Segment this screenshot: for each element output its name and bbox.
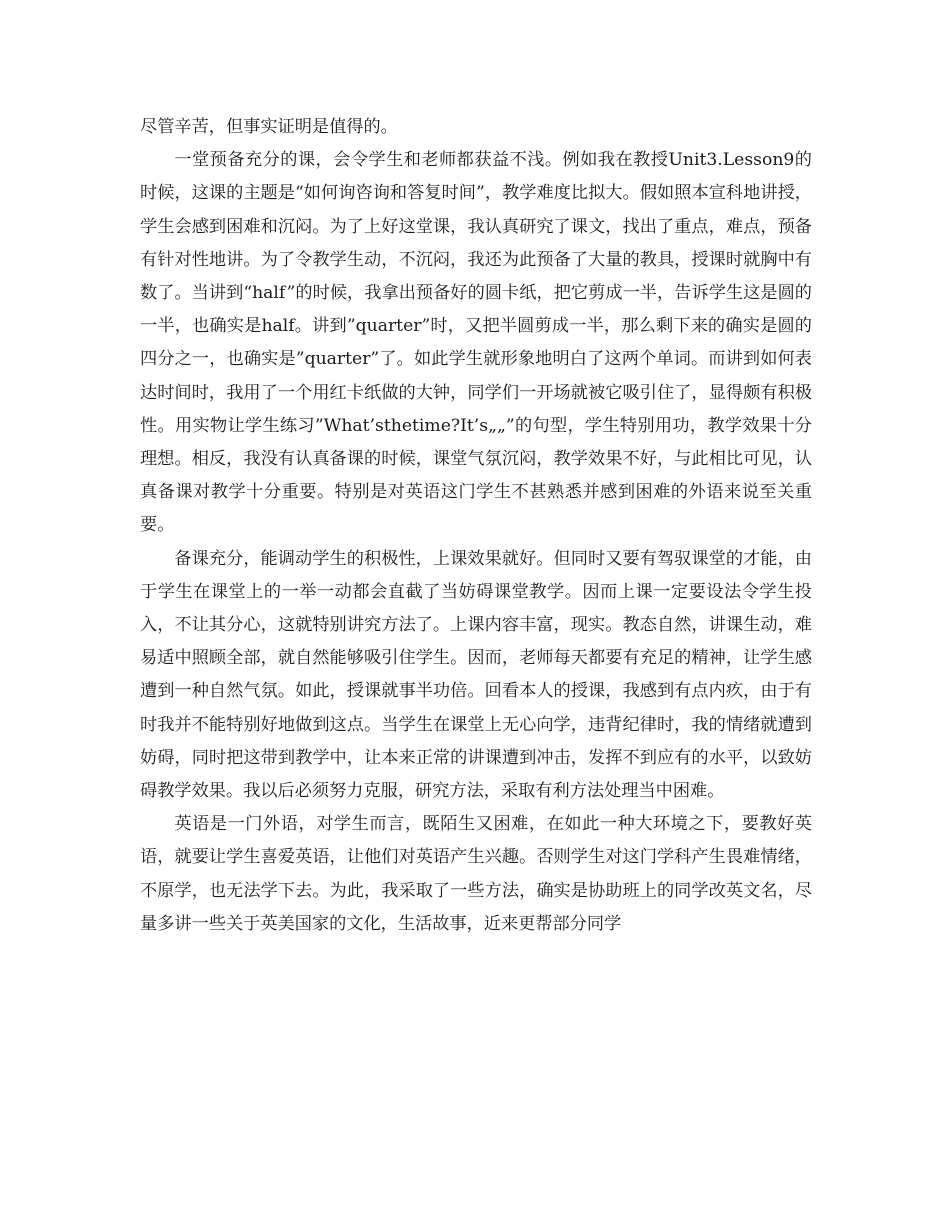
paragraph-1: 尽管辛苦，但事实证明是值得的。 [140,117,398,137]
paragraph-4: 英语是一门外语，对学生而言，既陌生又困难，在如此一种大环境之下，要教好英语，就要让学生喜爱英语，让他们对英语产生兴趣。否则学生对这门学科产生畏难情绪，不原学，也无法学下去。为此，我采取了一些方法，确实是协助班上的同学改英文名，尽量多讲一些关于英美国家的文化，生活故事，近来更帮部分同学 [140,814,812,934]
paragraph-3: 备课充分，能调动学生的积极性，上课效果就好。但同时又要有驾驭课堂的才能，由于学生在课堂上的一举一动都会直截了当妨碍课堂教学。因而上课一定要设法令学生投入，不让其分心，这就特别讲究方法了。上课内容丰富，现实。教态自然，讲课生动，难易适中照顾全部，就自然能够吸引住学生。因而，老师每天都要有充足的精神，让学生感遭到一种自然气氛。如此，授课就事半功倍。回看本人的授课，我感到有点内疚，由于有时我并不能特别好地做到这点。当学生在课堂上无心向学，违背纪律时，我的情绪就遭到妨碍，同时把这带到教学中，让本来正常的讲课遭到冲击，发挥不到应有的水平，以致妨碍教学效果。我以后必须努力克服，研究方法，采取有利方法处理当中困难。 [140,548,812,802]
paragraph-2: 一堂预备充分的课，会令学生和老师都获益不浅。例如我在教授Unit3.Lesson9的时候，这课的主题是“如何询咨询和答复时间”，教学难度比拟大。假如照本宣科地讲授，学生会感到困难和沉闷。为了上好这堂课，我认真研究了课文，找出了重点，难点，预备有针对性地讲。为了令教学生动，不沉闷，我还为此预备了大量的教具，授课时就胸中有数了。当讲到“half”的时候，我拿出预备好的圆卡纸，把它剪成一半，告诉学生这是圆的一半，也确实是half。讲到”quarter”时，又把半圆剪成一半，那么剩下来的确实是圆的四分之一，也确实是”quarter”了。如此学生就形象地明白了这两个单词。而讲到如何表达时间时，我用了一个用红卡纸做的大钟，同学们一开场就被它吸引住了，显得颇有积极性。用实物让学生练习”What’sthetime?It’s„„”的句型，学生特别用功，教学效果十分理想。相反，我没有认真备课的时候，课堂气氛沉闷，教学效果不好，与此相比可见，认真备课对教学十分重要。特别是对英语这门学生不甚熟悉并感到困难的外语来说至关重要。 [140,150,812,536]
document-body [140,111,812,941]
